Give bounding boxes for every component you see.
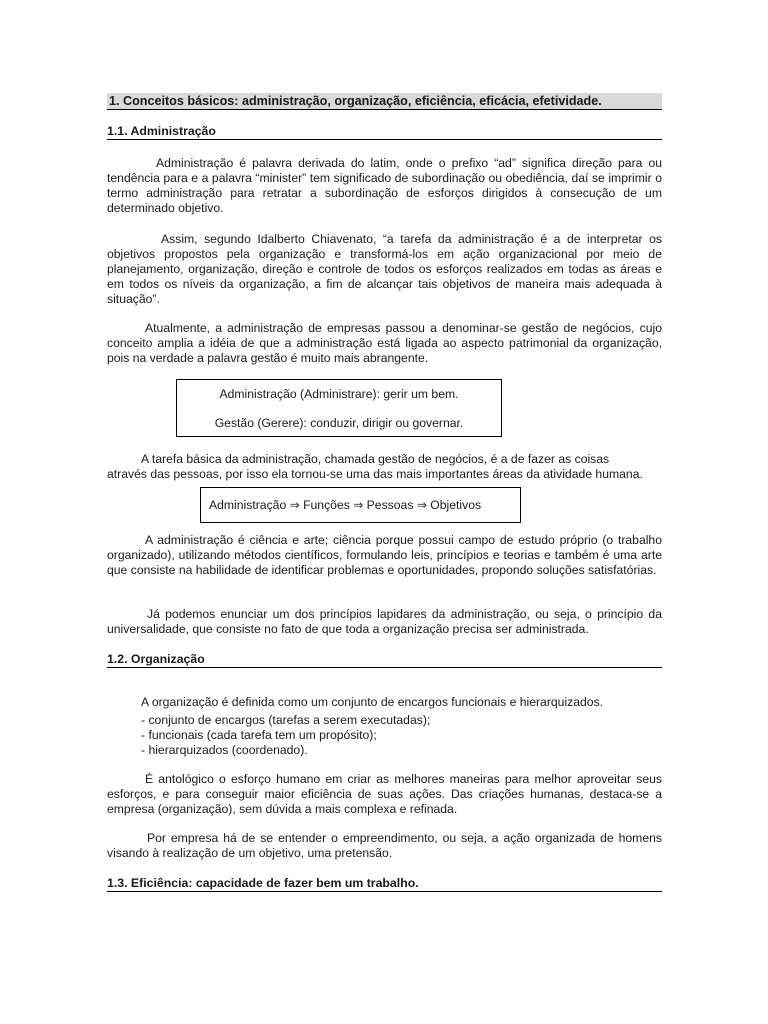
paragraph-tarefa-basica-line1: A tarefa básica da administração, chamada gestão de negócios, é a de fazer as coisas	[141, 452, 610, 466]
flow-item-administracao: Administração	[209, 498, 287, 512]
paragraph-ciencia-arte: A administração é ciência e arte; ciência porque possui campo de estudo próprio (o trabalho organizado), utilizando métodos científicos, formulando leis, princípios e teorias e também é uma arte que consiste na habilidade de identificar problemas e oportunidades, propondo soluções satisfatórias.	[107, 533, 662, 577]
definition-administracao: Administração (Administrare): gerir um bem.	[219, 387, 459, 401]
paragraph-tarefa-basica	[107, 452, 662, 482]
paragraph-gestao-negocios: Atualmente, a administração de empresas passou a denominar-se gestão de negócios, cujo conceito amplia a idéia de que a administração está ligada ao aspecto patrimonial da organização, pois na verdade a palavra gestão é muito mais abrangente.	[107, 321, 662, 365]
flow-arrow-icon: ⇒	[353, 498, 364, 512]
paragraph-organizacao-definicao: A organização é definida como um conjunto de encargos funcionais e hierarquizados.	[141, 695, 604, 710]
list-encargos	[107, 713, 662, 758]
list-item: - funcionais (cada tarefa tem um propósito);	[141, 728, 377, 742]
paragraph-empresa: Por empresa há de se entender o empreendimento, ou seja, a ação organizada de homens visando à realização de um objetivo, uma pretensão.	[107, 831, 662, 860]
flow-item-objetivos: Objetivos	[430, 498, 482, 512]
flow-arrow-icon: ⇒	[289, 498, 300, 512]
definition-box	[176, 379, 502, 437]
section-heading-1-2: 1.2. Organização	[107, 652, 662, 668]
definition-gestao: Gestão (Gerere): conduzir, dirigir ou governar.	[214, 416, 464, 430]
section-heading-1-3: 1.3. Eficiência: capacidade de fazer bem um trabalho.	[107, 876, 662, 892]
paragraph-chiavenato-quote: Assim, segundo Idalberto Chiavenato, “a tarefa da administração é a de interpretar os objetivos propostos pela organização e transformá-los em ação organizacional por meio de planejamento, organização, direção e controle de todos os esforços realizados em todas as áreas e em todos os níveis da organização, a fim de alcançar tais objetivos de maneira mais adequada à situação”.	[107, 232, 662, 306]
flow-item-pessoas: Pessoas	[366, 498, 414, 512]
flow-box	[200, 487, 521, 523]
flow-arrow-icon: ⇒	[416, 498, 427, 512]
paragraph-universalidade: Já podemos enunciar um dos princípios lapidares da administração, ou seja, o princípio da universalidade, que consiste no fato de que toda a organização precisa ser administrada.	[107, 607, 662, 636]
flow-item-funcoes: Funções	[303, 498, 350, 512]
list-item: - conjunto de encargos (tarefas a serem executadas);	[141, 713, 431, 727]
paragraph-tarefa-basica-line2: através das pessoas, por isso ela tornou-se uma das mais importantes áreas da atividade humana.	[107, 467, 643, 481]
list-item: - hierarquizados (coordenado).	[141, 743, 308, 757]
paragraph-esforco-humano: É antológico o esforço humano em criar as melhores maneiras para melhor aproveitar seus esforços, e para conseguir maior eficiência de suas ações. Das criações humanas, destaca-se a empresa (organização), sem dúvida a mais complexa e refinada.	[107, 772, 662, 816]
section-heading-1: 1. Conceitos básicos: administração, organização, eficiência, eficácia, efetividade.	[107, 93, 662, 110]
paragraph-administracao-etimologia: Administração é palavra derivada do latim, onde o prefixo “ad” significa direção para ou tendência para e a palavra “minister” tem significado de subordinação ou obediência, daí se imprimir o termo administração para retratar a subordinação de esforços dirigidos à consecução de um determinado objetivo.	[107, 156, 662, 215]
section-heading-1-1: 1.1. Administração	[107, 124, 662, 140]
